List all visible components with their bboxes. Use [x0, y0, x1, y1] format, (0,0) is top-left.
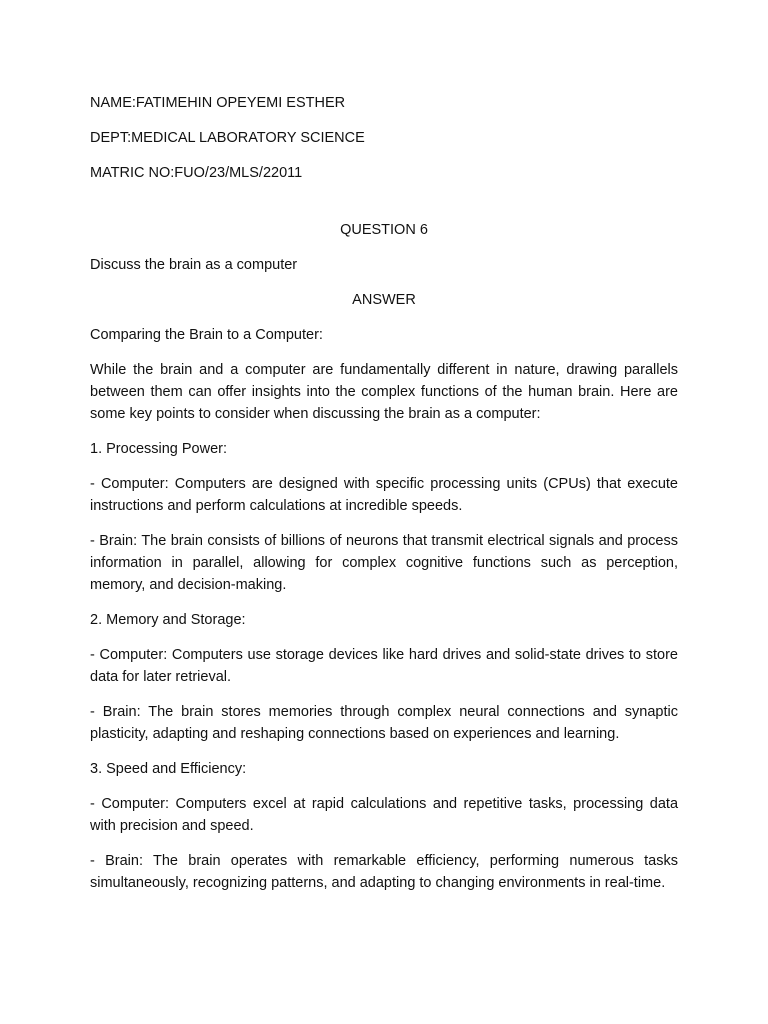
computer-label: Computer — [99, 647, 164, 663]
brain-text: : The brain operates with remarkable efficiency, performing numerous tasks simultaneously, recognizing patterns, and adapting to changing environments in real-time. — [90, 853, 678, 891]
section-heading-speed-efficiency: 3. Speed and Efficiency: — [90, 761, 247, 777]
computer-text: : Computers excel at rapid calculations and repetitive tasks, processing data with precision and speed. — [90, 796, 679, 834]
brain-label: Brain — [102, 704, 137, 720]
dash: - — [90, 533, 100, 549]
dash: - — [90, 853, 106, 869]
speed-computer-paragraph — [90, 793, 678, 837]
processing-computer-paragraph — [90, 473, 678, 517]
brain-label: Brain — [99, 533, 134, 549]
brain-text: : The brain consists of billions of neurons that transmit electrical signals and process information in parallel, allowing for complex cognitive functions such as perception, memory, and decision-making. — [90, 533, 678, 593]
computer-text: : Computers use storage devices like hard drives and solid-state drives to store data for later retrieval. — [90, 647, 678, 685]
computer-label: Computer — [100, 476, 165, 492]
section-number: 1. — [90, 441, 103, 457]
brain-text: : The brain stores memories through complex neural connections and synaptic plasticity, adapting and reshaping connections based on experiences and learning. — [90, 704, 678, 742]
brain-label: Brain — [105, 853, 139, 869]
section-heading-memory-storage: 2. Memory and Storage: — [90, 612, 246, 628]
dash: - — [90, 796, 102, 812]
dash: - — [90, 704, 103, 720]
intro-paragraph: While the brain and a computer are fundamentally different in nature, drawing parallels between them can offer insights into the complex functions of the human brain. Here are some key points to consider when discussing the brain as a computer: — [90, 362, 678, 422]
answer-title: ANSWER — [352, 292, 416, 308]
section-title: Processing Power: — [106, 441, 228, 457]
question-title: QUESTION 6 — [340, 222, 428, 238]
document-page — [90, 92, 678, 907]
student-name: NAME:FATIMEHIN OPEYEMI ESTHER — [90, 95, 346, 111]
dash: - — [90, 476, 101, 492]
question-prompt: Discuss the brain as a computer — [90, 257, 298, 273]
speed-brain-paragraph — [90, 850, 678, 894]
student-matric-number: MATRIC NO:FUO/23/MLS/22011 — [90, 165, 303, 181]
processing-brain-paragraph — [90, 530, 678, 596]
answer-heading: Comparing the Brain to a Computer: — [90, 327, 323, 343]
section-heading-processing-power — [90, 438, 678, 460]
student-department: DEPT:MEDICAL LABORATORY SCIENCE — [90, 130, 365, 146]
dash: - — [90, 647, 100, 663]
computer-text: : Computers are designed with specific processing units (CPUs) that execute instructions and perform calculations at incredible speeds. — [90, 476, 678, 514]
memory-brain-paragraph — [90, 701, 678, 745]
memory-computer-paragraph — [90, 644, 678, 688]
computer-label: Computer — [101, 796, 165, 812]
